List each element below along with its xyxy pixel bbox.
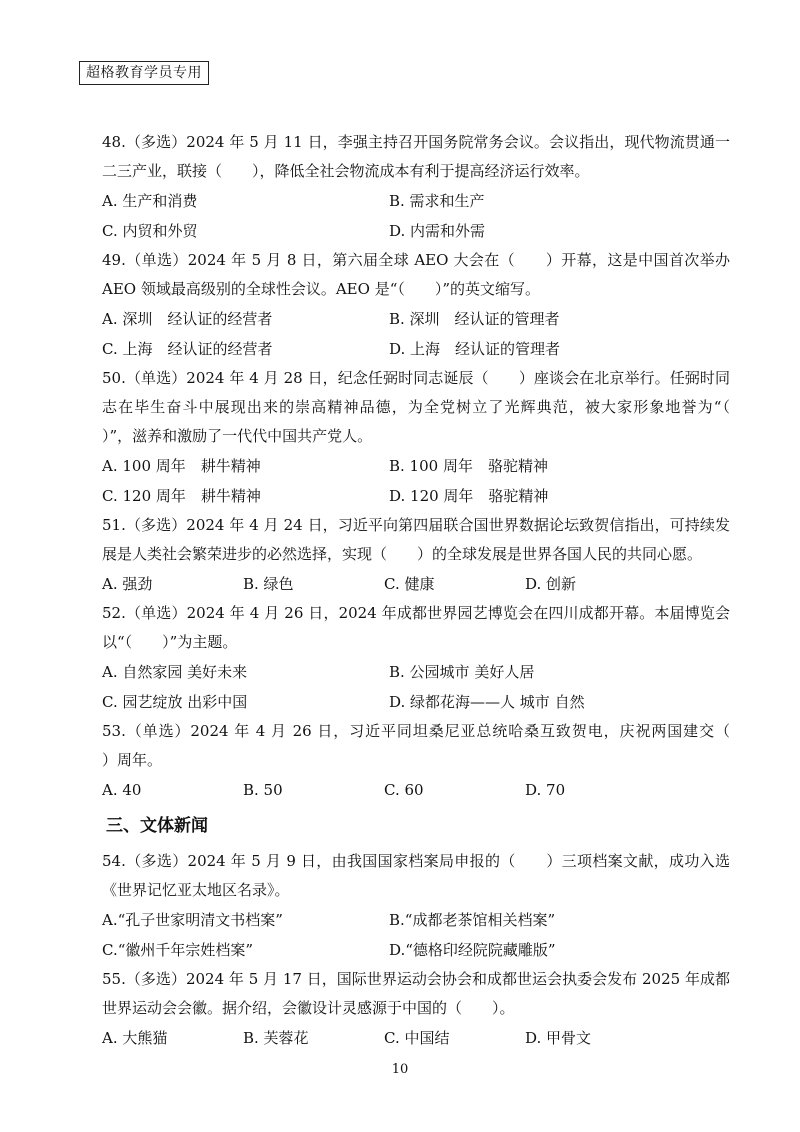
options xyxy=(102,304,730,364)
question-54 xyxy=(102,847,730,965)
option-c: C. 上海 经认证的经营者 xyxy=(102,340,273,358)
question-49 xyxy=(102,246,730,364)
option-a: A. 大熊猫 xyxy=(102,1029,168,1047)
option-d: D. 创新 xyxy=(525,575,577,593)
question-content xyxy=(102,128,761,1053)
option-a: A. 自然家园 美好未来 xyxy=(102,663,248,681)
page-number: 10 xyxy=(391,1062,409,1077)
question-text: 51.（多选）2024 年 4 月 24 日，习近平向第四届联合国世界数据论坛致贺信指出，可持续发展是人类社会繁荣进步的必然选择，实现（ ）的全球发展是世界各国人民的共同心愿。 xyxy=(102,516,730,563)
option-d: D. 甲骨文 xyxy=(525,1029,592,1047)
options xyxy=(102,775,730,805)
option-c: C. 园艺绽放 出彩中国 xyxy=(102,693,248,711)
options xyxy=(102,1023,730,1053)
option-d: D. 绿都花海——人 城市 自然 xyxy=(389,693,585,711)
question-48 xyxy=(102,128,730,246)
option-a: A. 40 xyxy=(102,781,142,799)
option-a: A. 生产和消费 xyxy=(102,192,198,210)
question-55 xyxy=(102,965,730,1053)
option-c: C. 60 xyxy=(384,781,424,799)
option-b: B. 需求和生产 xyxy=(389,192,485,210)
options xyxy=(102,451,730,511)
option-a: A. 深圳 经认证的经营者 xyxy=(102,310,273,328)
option-b: B. 深圳 经认证的管理者 xyxy=(389,310,560,328)
option-c: C. 内贸和外贸 xyxy=(102,222,198,240)
option-b: B. 公园城市 美好人居 xyxy=(389,663,535,681)
options xyxy=(102,186,730,246)
question-text: 49.（单选）2024 年 5 月 8 日，第六届全球 AEO 大会在（ ）开幕，这是中国首次举办 AEO 领域最高级别的全球性会议。AEO 是“（ ）”的英文缩写。 xyxy=(102,251,730,298)
header-stamp: 超格教育学员专用 xyxy=(79,61,209,85)
option-c: C. 120 周年 耕牛精神 xyxy=(102,487,261,505)
question-text: 55.（多选）2024 年 5 月 17 日，国际世界运动会协会和成都世运会执委会发布 2025 年成都世界运动会会徽。据介绍，会徽设计灵感源于中国的（ ）。 xyxy=(102,970,730,1017)
option-b: B.“成都老茶馆相关档案” xyxy=(389,911,556,929)
question-text: 54.（多选）2024 年 5 月 9 日，由我国国家档案局申报的（ ）三项档案文献，成功入选《世界记忆亚太地区名录》。 xyxy=(102,852,730,899)
option-c: C. 健康 xyxy=(384,575,435,593)
option-a: A. 强劲 xyxy=(102,575,153,593)
option-d: D.“德格印经院院藏雕版” xyxy=(389,941,556,959)
question-text: 50.（单选）2024 年 4 月 28 日，纪念任弼时同志诞辰（ ）座谈会在北京举行。任弼时同志在毕生奋斗中展现出来的崇高精神品德，为全党树立了光辉典范，被大家形象地誉为“（ ）”，滋养和激励了一代代中国共产党人。 xyxy=(102,369,761,445)
option-d: D. 70 xyxy=(525,781,566,799)
section-heading: 三、文体新闻 xyxy=(106,816,208,836)
options xyxy=(102,569,730,599)
question-51 xyxy=(102,511,730,599)
option-d: D. 上海 经认证的管理者 xyxy=(389,340,561,358)
option-b: B. 50 xyxy=(243,781,283,799)
option-d: D. 120 周年 骆驼精神 xyxy=(389,487,549,505)
option-c: C.“徽州千年宗姓档案” xyxy=(102,941,254,959)
question-50 xyxy=(102,364,761,511)
options xyxy=(102,657,730,717)
option-a: A.“孔子世家明清文书档案” xyxy=(102,911,283,929)
question-53 xyxy=(102,717,761,805)
option-d: D. 内需和外需 xyxy=(389,222,486,240)
options xyxy=(102,905,730,965)
question-text: 48.（多选）2024 年 5 月 11 日，李强主持召开国务院常务会议。会议指出，现代物流贯通一二三产业，联接（ ），降低全社会物流成本有利于提高经济运行效率。 xyxy=(102,133,730,180)
question-text: 53.（单选）2024 年 4 月 26 日，习近平同坦桑尼亚总统哈桑互致贺电，庆祝两国建交（ ）周年。 xyxy=(102,722,761,769)
option-a: A. 100 周年 耕牛精神 xyxy=(102,457,261,475)
option-c: C. 中国结 xyxy=(384,1029,450,1047)
option-b: B. 芙蓉花 xyxy=(243,1029,309,1047)
option-b: B. 绿色 xyxy=(243,575,294,593)
question-52 xyxy=(102,599,730,717)
question-text: 52.（单选）2024 年 4 月 26 日，2024 年成都世界园艺博览会在四川成都开幕。本届博览会以“（ ）”为主题。 xyxy=(102,604,730,651)
option-b: B. 100 周年 骆驼精神 xyxy=(389,457,548,475)
